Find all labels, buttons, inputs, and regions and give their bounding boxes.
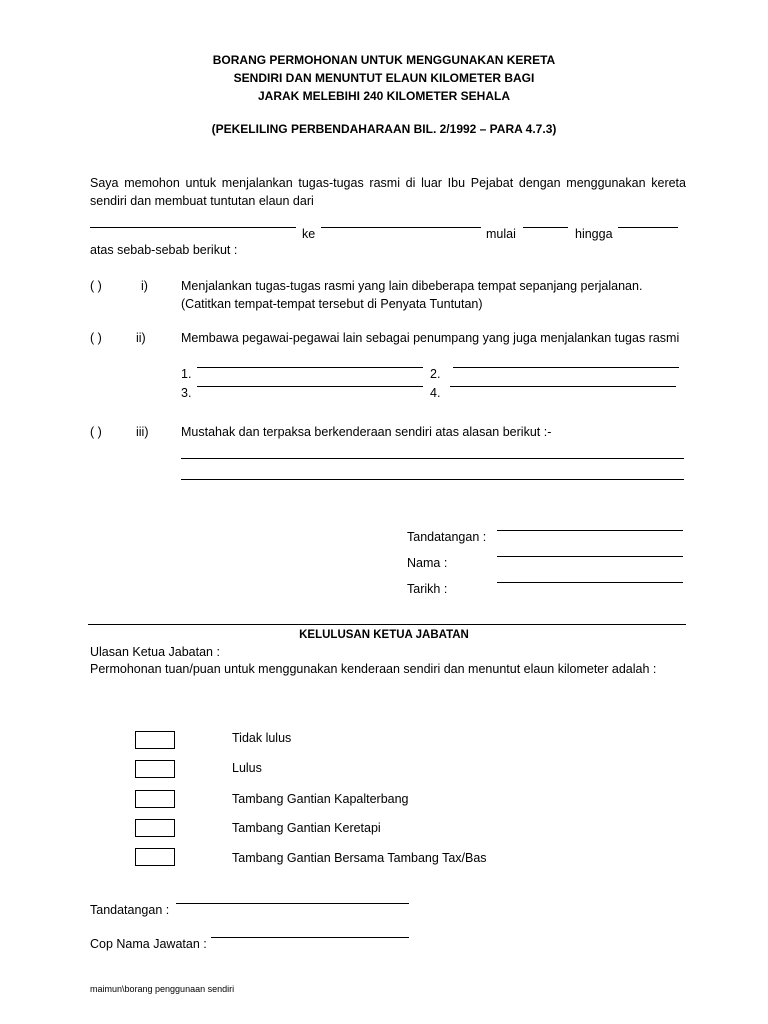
- passenger-number-2: 2.: [430, 367, 441, 381]
- intro-line-2: sendiri dan membuat tuntutan elaun dari: [90, 194, 314, 208]
- approval-statement: Permohonan tuan/puan untuk menggunakan kenderaan sendiri dan menuntut elaun kilometer adalah :: [90, 662, 657, 676]
- taxi-bus-substitute-label: Tambang Gantian Bersama Tambang Tax/Bas: [232, 851, 487, 865]
- to-place-field[interactable]: [321, 227, 481, 228]
- not-approved-label: Tidak lulus: [232, 731, 292, 745]
- option-iii-text: Mustahak dan terpaksa berkenderaan sendiri atas alasan berikut :-: [181, 425, 552, 439]
- circular-reference: (PEKELILING PERBENDAHARAAN BIL. 2/1992 – PARA 4.7.3): [211, 122, 557, 136]
- applicant-date-label: Tarikh :: [407, 582, 448, 596]
- passenger-field-3[interactable]: [197, 386, 423, 387]
- stamp-field[interactable]: [211, 937, 409, 938]
- option-iii-checkbox[interactable]: ( ): [90, 425, 102, 439]
- intro-line-1: Saya memohon untuk menjalankan tugas-tugas rasmi di luar Ibu Pejabat dengan menggunakan kereta: [90, 176, 686, 190]
- applicant-name-label: Nama :: [407, 556, 448, 570]
- stamp-label: Cop Nama Jawatan :: [90, 937, 207, 951]
- applicant-name-field[interactable]: [497, 556, 683, 557]
- rail-substitute-checkbox[interactable]: [135, 819, 175, 837]
- approved-checkbox[interactable]: [135, 760, 175, 778]
- option-i-checkbox[interactable]: ( ): [90, 279, 102, 293]
- form-title-line-1: BORANG PERMOHONAN UNTUK MENGGUNAKAN KERETA: [212, 53, 556, 67]
- from-place-field[interactable]: [90, 227, 296, 228]
- passenger-number-3: 3.: [181, 386, 192, 400]
- airfare-substitute-label: Tambang Gantian Kapalterbang: [232, 792, 409, 806]
- reason-line-2[interactable]: [181, 479, 684, 480]
- passenger-number-4: 4.: [430, 386, 441, 400]
- hod-signature-field[interactable]: [176, 903, 409, 904]
- passenger-field-4[interactable]: [450, 386, 676, 387]
- section-divider: [88, 624, 686, 625]
- option-ii-number: ii): [136, 331, 146, 345]
- to-label: ke: [302, 227, 316, 241]
- passenger-field-1[interactable]: [197, 367, 423, 368]
- approved-label: Lulus: [232, 761, 262, 775]
- passenger-field-2[interactable]: [453, 367, 679, 368]
- comment-label: Ulasan Ketua Jabatan :: [90, 645, 220, 659]
- form-title-line-2: SENDIRI DAN MENUNTUT ELAUN KILOMETER BAGI: [233, 71, 535, 85]
- option-i-note: (Catitkan tempat-tempat tersebut di Penyata Tuntutan): [181, 297, 483, 311]
- start-label: mulai: [486, 227, 516, 241]
- passenger-number-1: 1.: [181, 367, 192, 381]
- applicant-signature-label: Tandatangan :: [407, 530, 487, 544]
- option-ii-text: Membawa pegawai-pegawai lain sebagai penumpang yang juga menjalankan tugas rasmi: [181, 331, 680, 345]
- form-title-line-3: JARAK MELEBIHI 240 KILOMETER SEHALA: [257, 89, 511, 103]
- reason-line-1[interactable]: [181, 458, 684, 459]
- option-iii-number: iii): [136, 425, 149, 439]
- option-i-number: i): [141, 279, 148, 293]
- approval-heading: KELULUSAN KETUA JABATAN: [299, 629, 469, 641]
- not-approved-checkbox[interactable]: [135, 731, 175, 749]
- airfare-substitute-checkbox[interactable]: [135, 790, 175, 808]
- option-ii-checkbox[interactable]: ( ): [90, 331, 102, 345]
- start-date-field[interactable]: [523, 227, 568, 228]
- rail-substitute-label: Tambang Gantian Keretapi: [232, 821, 381, 835]
- end-label: hingga: [575, 227, 613, 241]
- applicant-signature-field[interactable]: [497, 530, 683, 531]
- hod-signature-label: Tandatangan :: [90, 903, 170, 917]
- reasons-label: atas sebab-sebab berikut :: [90, 243, 238, 257]
- footer-file-path: maimun\borang penggunaan sendiri: [90, 984, 235, 994]
- option-i-text: Menjalankan tugas-tugas rasmi yang lain dibeberapa tempat sepanjang perjalanan.: [181, 279, 643, 293]
- end-date-field[interactable]: [618, 227, 678, 228]
- applicant-date-field[interactable]: [497, 582, 683, 583]
- taxi-bus-substitute-checkbox[interactable]: [135, 848, 175, 866]
